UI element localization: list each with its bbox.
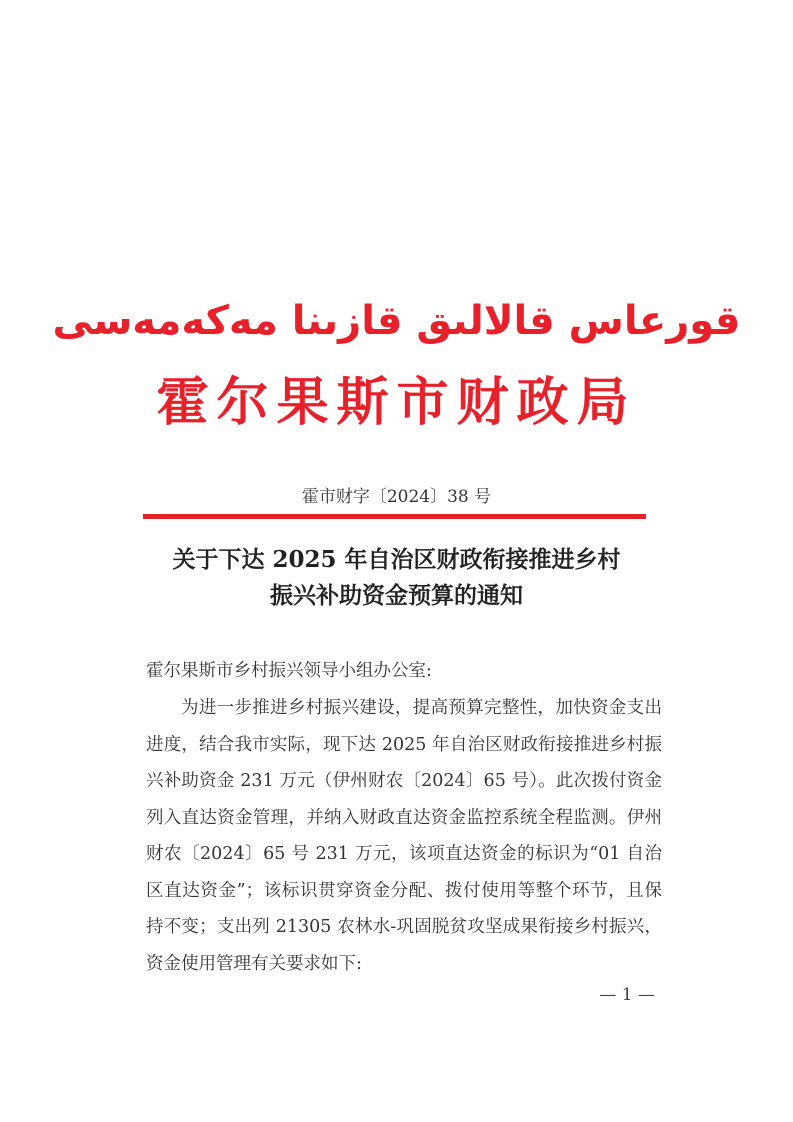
notice-title-line-1: 关于下达 2025 年自治区财政衔接推进乡村 bbox=[172, 546, 621, 573]
notice-title-line-2: 振兴补助资金预算的通知 bbox=[270, 582, 523, 609]
notice-title bbox=[120, 542, 673, 614]
recipient-line: 霍尔果斯市乡村振兴领导小组办公室: bbox=[146, 661, 432, 681]
page-number: — 1 — bbox=[599, 985, 655, 1005]
uyghur-agency-title: قورعاس قالالىق قازىنا مەكەمەسى bbox=[52, 298, 741, 344]
agency-title: 霍尔果斯市财政局 bbox=[156, 372, 637, 433]
document-number: 霍市财字〔2024〕38 号 bbox=[301, 487, 492, 507]
body-paragraph: 为进一步推进乡村振兴建设，提高预算完整性，加快资金支出进度，结合我市实际，现下达 2025 年自治区财政衔接推进乡村振兴补助资金 231 万元（伊州财农〔2024〕65 号）。此次拨付资金列入直达资金管理，并纳入财政直达资金监控系统全程监测。伊州财农〔2024〕65 号 231 万元，该项直达资金的标识为“01 自治区直达资金”；该标识贯穿资金分配、拨付使用等整个环节，且保持不变；支出列 21305 农林水-巩固脱贫攻坚成果衔接乡村振兴，资金使用管理有关要求如下: bbox=[146, 698, 662, 974]
red-divider-line bbox=[143, 514, 646, 519]
